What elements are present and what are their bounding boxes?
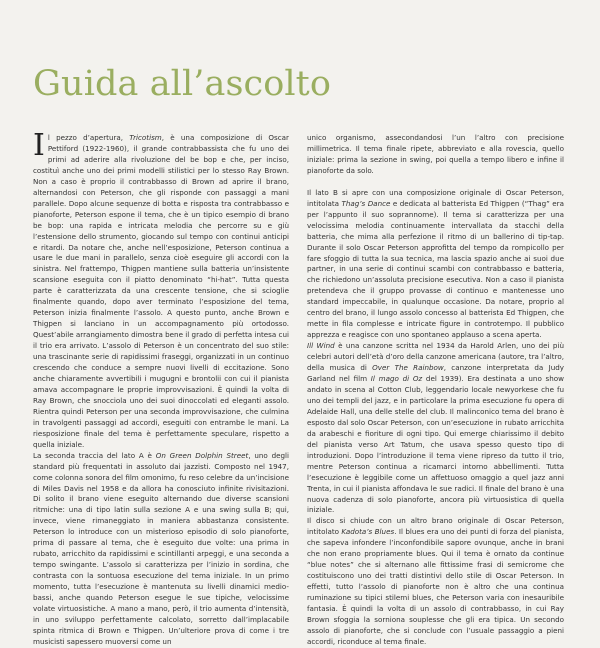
paragraph-tricotism — [33, 128, 289, 451]
italic-title-text: Over The Rainbow — [372, 363, 444, 373]
body-text: l pezzo d’apertura, — [47, 133, 130, 142]
body-text: Il lato B si apre con una composizione originale di Oscar Peterson, intitolata — [307, 187, 564, 208]
body-text: è una canzone scritta nel 1934 da Harold Arlen, uno dei più celebri autori dell’età d’oro della canzone americana (autore, tra l’altro, della musica di — [307, 341, 564, 373]
body-text: e dedicata al batterista Ed Thigpen (“Thag” era per l’appunto il suo soprannome). Il tema si caratterizza per una velocissima melodia continuamente intervallata da stacchi della batteria, che mima alla perfezione il ritmo di un ballerino di tip-tap. Durante il solo Oscar Peterson approfitta del tempo da rompicollo per fare sfoggio di tutta la sua tecnica, ma lascia spazio anche ai suoi due partner, in una serie di continui scambi con contrabbasso e batteria, che richiedono un’assoluta precisione esecutiva. Non a caso il pianista pretendeva che il gruppo provasse di continuo e mantenesse uno standard impeccabile, in qualunque occasione. Da notare, proprio al centro del brano, il lungo assolo concesso al batterista Ed Thigpen, che mette in fila complesse e intricate figure in controtempo. Il pubblico apprezza e reagisce con uno spontaneo applauso a scena aperta. — [307, 198, 564, 340]
body-text: , è una composizione di Oscar Pettiford (1922-1960), il grande contrabbassista che fu uno dei primi ad aderire alla rivoluzione del be bop e che, per inciso, costituì anche uno dei primi modelli stilistici per lo stesso Ray Brown. Non a caso è proprio il contrabbasso di Brown ad aprire il brano, alternandosi con Peterson, che gli risponde con passaggi a mani parallele. Dopo alcune sequenze di botta e risposta tra contrabbasso e pianoforte, Peterson espone il tema, che è un tipico esempio di brano be bop: una rapida e intricata melodia che percorre su e giù l’estensione dello strumento, giocando sul tempo con continui anticipi e ritardi. Da notare che, anche nell’esposizione, Peterson continua a usare le due mani in parallelo, senza cioè eseguire gli accordi con la sinistra. Nel frattempo, Thigpen mantiene sulla batteria un’insistente scansione eseguita con il piatto denominato “hi-hat”. Tutta questa parte è caratterizzata da una crescente tensione, che si scioglie finalmente quando, dopo aver terminato l’esposizione del tema, Peterson inizia finalmente l’assolo. A questo punto, anche Brown e Thigpen si lanciano in un accompagnamento più ortodosso. Quest’abile arrangiamento dimostra bene il grado di perfetta intesa cui il trio era arrivato. L’assolo di Peterson è un concentrato del suo stile: una trascinante serie di rapidissimi fraseggi, organizzati in un continuo crescendo che conduce a sempre nuovi livelli di eccitazione. Sono anche chiaramente avvertibili i mugugni e brontolii con cui il pianista amava accompagnare le proprie improvvisazioni. È quindi la volta di Ray Brown, che snocciola uno dei suoi dinoccolati ed eleganti assolo. Rientra quindi Peterson per una seconda improvvisazione, che culmina in travolgenti passaggi ad accordi, eseguiti con entrambe le mani. La riesposizione finale del tema è perfettamente speculare, rispetto a quella iniziale. — [33, 133, 289, 449]
body-text: . Il blues era uno dei punti di forza del pianista, che sapeva infondere l’inconfondibile sapore ovunque, anche in brani che non erano propriamente blues. Qui il tema è ornato da continue “blue notes” che si alternano alle fittissime frasi di semicrome che costituiscono uno dei tratti distintivi dello stile di Oscar Peterson. In effetti, tutto l’assolo di pianoforte non è altro che una continua ruminazione su tipici stilemi blues, che Peterson varia con inesauribile fantasia. È quindi la volta di un assolo di contrabbasso, in cui Ray Brown sfoggia la sorniona souplesse che gli era tipica. Un secondo assolo di pianoforte, che si conclude con l’usuale passaggio a pieni accordi, riconduce al tema finale. — [307, 527, 564, 646]
italic-title-text: Thag’s Dance — [341, 198, 391, 208]
page-title: Guida all’ascolto — [33, 64, 332, 104]
italic-title-text: Ill Wind — [307, 341, 335, 351]
left-column — [33, 128, 290, 648]
body-text: , canzone interpretata da Judy Garland nel film — [307, 363, 564, 384]
drop-cap: I — [33, 128, 45, 163]
body-text: La seconda traccia del lato A è — [33, 450, 156, 460]
body-text: unico organismo, assecondandosi l’un l’altro con precisione millimetrica. Il tema finale ripete, abbreviato e alla rovescia, quello iniziale: prima la sezione in swing, poi quella a tempo libero e infine il pianoforte da solo. — [307, 133, 564, 175]
italic-title-text: Il mago di Oz — [370, 374, 423, 384]
paragraph-continuation — [307, 133, 564, 177]
body-text: del 1939). Era destinata a uno show andato in scena al Cotton Club, leggendario locale newyorkese che fu uno dei templi del jazz, e in particolare la prima esecuzione fu opera di Adelaide Hall, una delle stelle del club. Il malinconico tema del brano è esposto dal solo Oscar Peterson, con un’esecuzione in rubato arricchita da arabeschi e fioriture di ogni tipo. Qui emerge chiarissimo il debito del pianista verso Art Tatum, che usava spesso questo tipo di introduzioni. Dopo l’introduzione il tema viene ripreso da tutto il trio, mentre Peterson continua a ricamarci intorno abbellimenti. Tutta l’esecuzione è leggibile come un affettuoso omaggio a quel jazz anni Trenta, in cui il pianista affondava le sue radici. Il finale del brano è una nuova cadenza di solo pianoforte, ancora più virtuosistica di quella iniziale. — [307, 374, 564, 515]
paragraph-ill-wind — [307, 341, 564, 516]
italic-title-text: Kadota’s Blues — [341, 527, 395, 537]
paragraph-kadotas-blues — [307, 516, 564, 647]
italic-title-text: Tricotism — [129, 133, 162, 142]
body-text: , uno degli standard più frequentati in assoluto dai jazzisti. Composto nel 1947, come colonna sonora del film omonimo, fu reso celebre da un’incisione di Miles Davis nel 1958 e da allora ha conosciuto infinite rivisitazioni. Di solito il brano viene eseguito alternando due diverse scansioni ritmiche: una di tipo latin sulla sezione A e una swing sulla B; qui, invece, viene rimaneggiato in maniera abbastanza consistente. Peterson lo introduce con un misterioso episodio di solo pianoforte, prima di passare al tema, che è eseguito due volte: una prima in rubato, arricchito da rapidissimi e scintillanti arpeggi, e una seconda a tempo swingante. L’assolo si caratterizza per l’inizio in sordina, che contrasta con la sontuosa esecuzione del tema iniziale. In un primo momento, tutta l’esecuzione è mantenuta su livelli dinamici medio-bassi, anche quando Peterson esegue le sue tipiche, velocissime volate virtuosistiche. A mano a mano, però, il trio aumenta d’intensità, in uno sviluppo perfettamente calcolato, sorretto dall’implacabile spinta ritmica di Brown e Thigpen. Un’ulteriore prova di come i tre musicisti sapessero muoversi come un — [33, 450, 290, 646]
body-text: Il disco si chiude con un altro brano originale di Oscar Peterson, intitolato — [307, 516, 564, 537]
italic-title-text: On Green Dolphin Street — [155, 450, 249, 460]
right-column — [307, 133, 564, 648]
paragraph-green-dolphin-street — [33, 451, 289, 648]
paragraph-thags-dance — [307, 188, 564, 341]
